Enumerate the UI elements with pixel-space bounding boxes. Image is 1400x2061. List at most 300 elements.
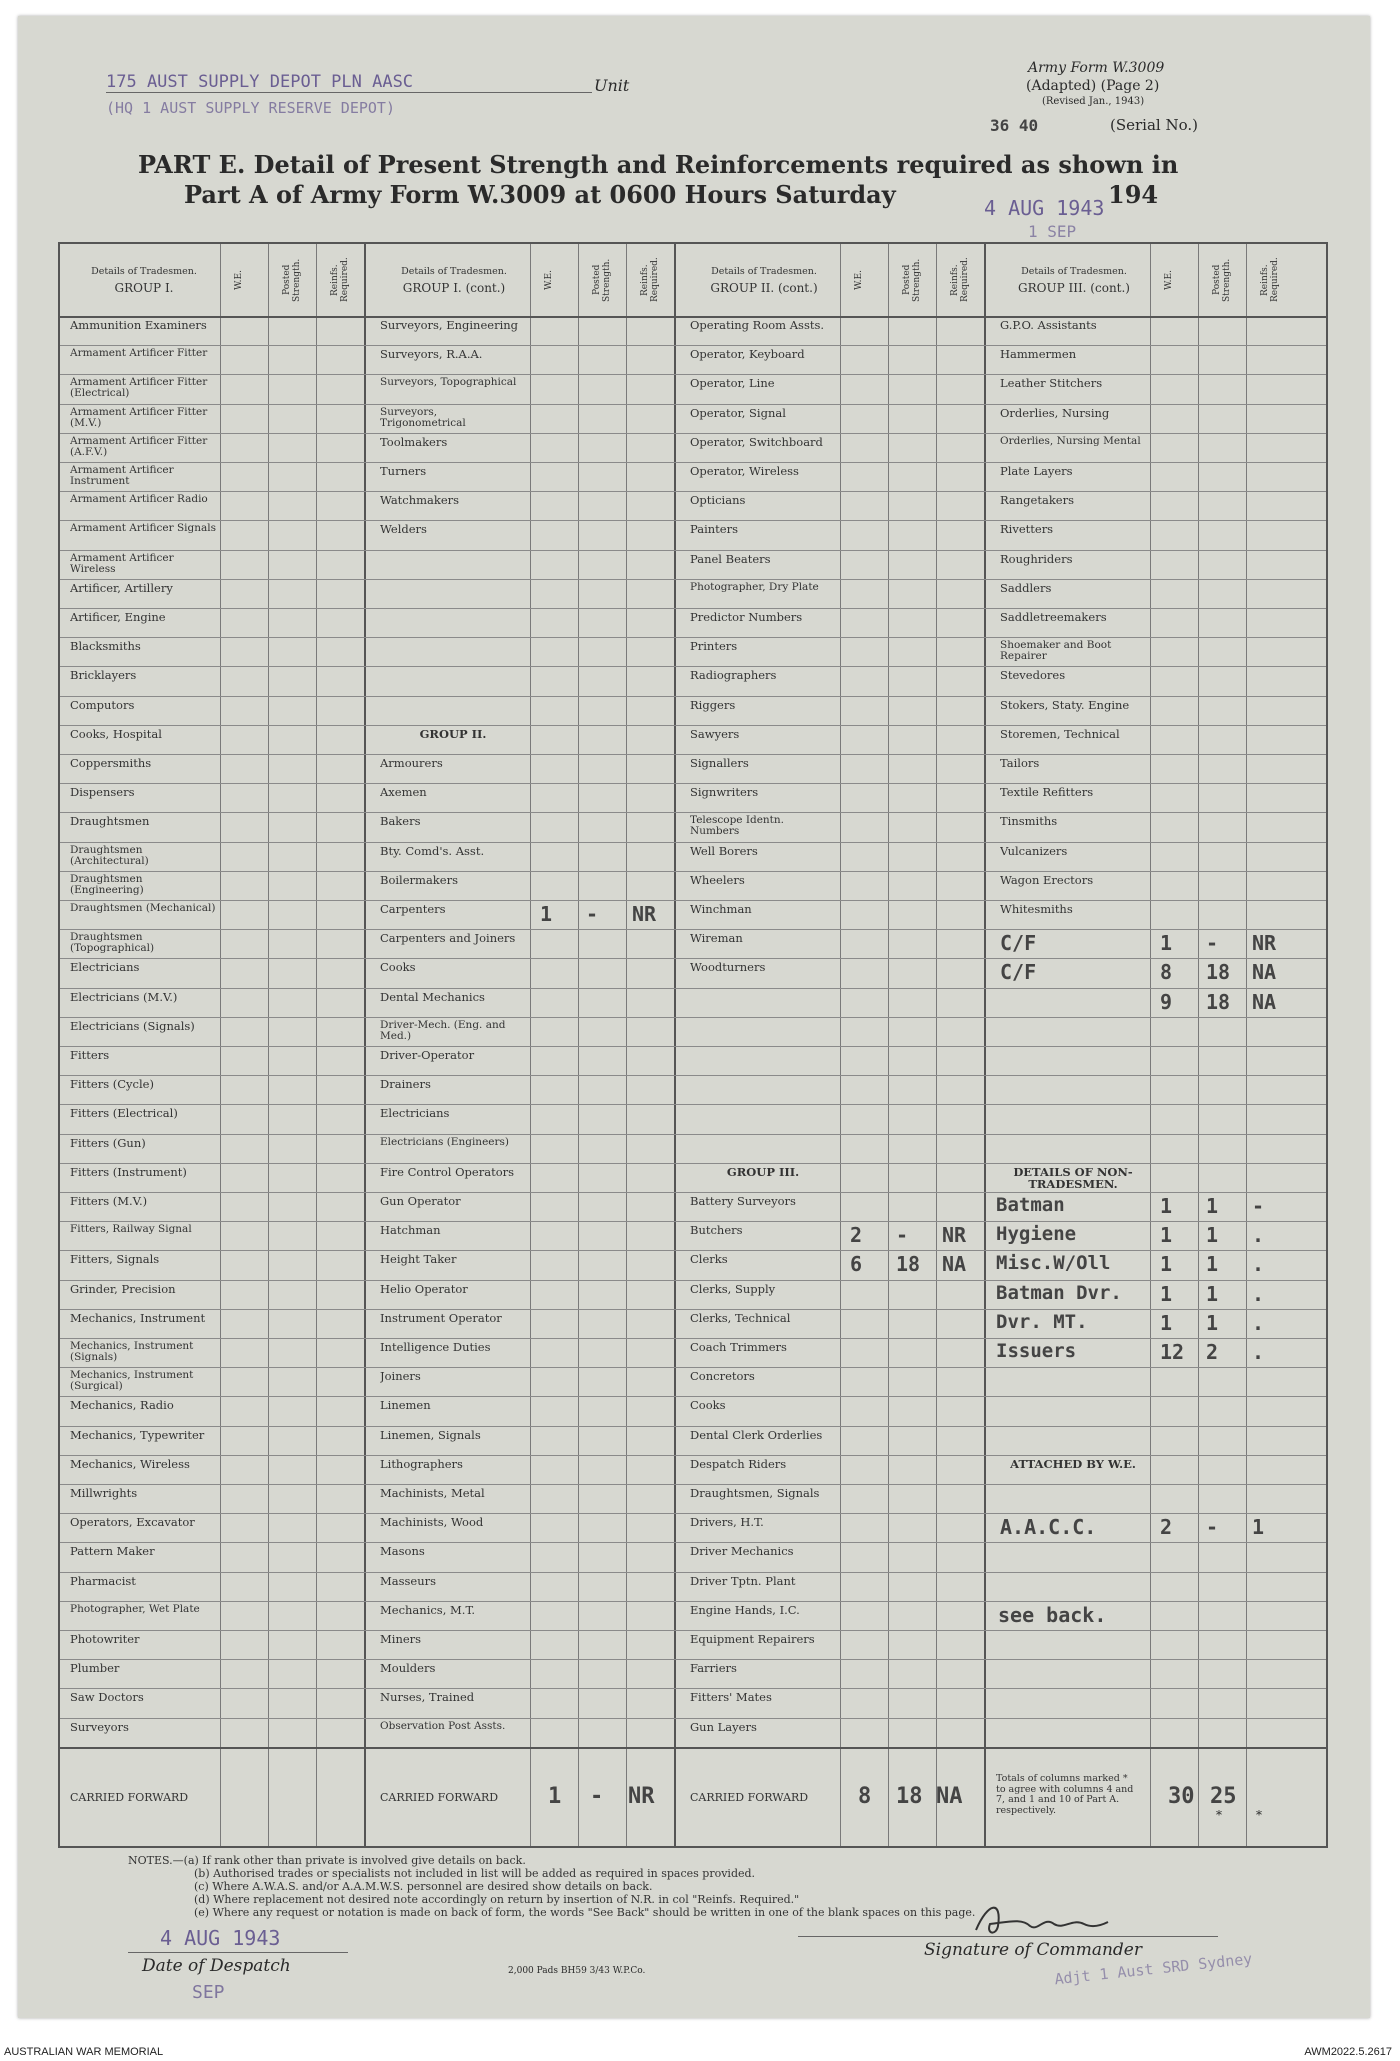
header-posted-4: Posted Strength. [1212,258,1232,302]
header-we-2: W.E. [544,270,554,290]
col-divider [578,244,579,1846]
cf-row-reinfs: NA [1252,989,1277,1014]
trade-label: Well Borers [690,844,758,858]
trade-label: Fitters (Electrical) [70,1107,178,1121]
non-tradesman-entry-posted: 1 [1206,1310,1219,1335]
sep-stamp: 1 SEP [1028,222,1077,241]
part-title-line2: Part A of Army Form W.3009 at 0600 Hours Saturday [184,180,896,209]
trade-label: Artificer, Engine [70,611,166,624]
row-rule [60,812,1326,813]
trade-label: Wheelers [690,873,745,887]
trade-label: Draughtsmen (Mechanical) [70,903,216,914]
trade-label: Linemen [380,1399,431,1413]
trade-label: Electricians (Engineers) [380,1136,509,1148]
col-divider [268,244,269,1846]
trade-label: Armament Artificer Instrument [70,465,174,487]
despatch-sep-stamp: SEP [192,1982,225,2003]
butchers-entry-reinfs: NR [942,1223,967,1248]
non-tradesman-entry-we: 1 [1160,1252,1173,1277]
trade-label: Operator, Wireless [690,465,799,478]
trade-label: Orderlies, Nursing Mental [1000,435,1141,447]
col1-group-label: GROUP I. [114,281,174,295]
row-rule [60,520,1326,521]
trade-label: Stokers, Staty. Engine [1000,698,1130,712]
trade-label: Armament Artificer Signals [70,523,216,535]
header-posted-3: Posted Strength. [902,258,922,302]
row-rule [60,1484,1326,1485]
trade-label: Pattern Maker [70,1545,155,1559]
header-posted-2: Posted Strength. [592,258,612,302]
form-revised: (Revised Jan., 1943) [1042,96,1145,107]
trade-label: Whitesmiths [1000,903,1073,916]
row-rule [60,1572,1326,1573]
trade-label: Concretors [690,1370,755,1384]
trade-label: Turners [380,465,427,478]
group-heading: DETAILS OF NON-TRADESMEN. [1013,1165,1133,1191]
col-divider [1198,244,1199,1846]
group-heading: GROUP II. [419,727,487,741]
trade-label: Mechanics, M.T. [380,1603,476,1617]
trade-label: Driver-Operator [380,1049,475,1062]
note-a: NOTES.—(a) If rank other than private is involved give details on back. [128,1854,526,1867]
non-tradesman-label: Batman Dvr. [996,1281,1122,1304]
trade-label: Wireman [690,932,743,946]
attached-label: A.A.C.C. [1000,1515,1097,1540]
trade-label: Clerks, Technical [690,1311,791,1325]
cf-row-reinfs: NA [1252,960,1277,985]
cf-row-posted: 18 [1206,989,1231,1014]
cf2-reinfs: NR [628,1784,655,1809]
row-rule [60,1426,1326,1427]
archive-id: AWM2022.5.2617 [1304,2046,1392,2058]
trade-label: Bricklayers [70,669,137,683]
clerks-entry-reinfs: NA [942,1252,967,1277]
trade-label: Operators, Excavator [70,1516,195,1530]
trade-label: Dental Mechanics [380,990,485,1004]
trade-label: Leather Stitchers [1000,377,1103,391]
col3-header [684,266,844,294]
row-rule [60,842,1326,843]
col4-group-label: GROUP III. (cont.) [1018,281,1130,295]
unit-underline [106,92,592,93]
trade-label: Telescope Identn. Numbers [690,815,785,838]
trade-label: Drivers, H.T. [690,1516,764,1530]
non-tradesman-label: Batman [996,1194,1065,1216]
header-we-4: W.E. [1164,270,1174,290]
trade-label: Surveyors, Topographical [380,377,517,389]
despatch-stamp: 4 AUG 1943 [160,1926,281,1950]
trade-label: Woodturners [690,961,766,975]
trade-label: Joiners [380,1370,421,1384]
non-tradesman-entry-we: 1 [1160,1194,1173,1218]
row-rule [60,1396,1326,1397]
trade-label: Signallers [690,757,749,770]
trade-label: Saddletreemakers [1000,611,1107,624]
form-adapted: (Adapted) (Page 2) [1026,78,1160,94]
see-back-note: see back. [998,1602,1107,1627]
year-text: 194 [1108,180,1159,209]
trade-label: Draughtsmen (Topographical) [70,932,155,955]
col-divider [316,244,317,1846]
non-tradesman-entry-posted: 1 [1206,1223,1219,1248]
trade-label: Electricians (M.V.) [70,990,178,1004]
archive-strip [0,2044,1400,2061]
trade-label: Pharmacist [70,1574,136,1588]
cf-label-3: CARRIED FORWARD [690,1792,809,1804]
trade-label: Draughtsmen (Engineering) [70,873,144,896]
row-rule [60,900,1326,901]
carried-forward-rule [60,1747,1326,1749]
trade-label: Carpenters [380,903,446,916]
butchers-entry-posted: - [896,1223,909,1248]
col-divider [1246,244,1247,1846]
trade-label: Mechanics, Typewriter [70,1428,205,1442]
trade-label: Masseurs [380,1574,437,1588]
part-title-line1: PART E. Detail of Present Strength and Reinforcements required as shown in [138,150,1179,179]
trade-label: Blacksmiths [70,640,141,654]
trade-label: Opticians [690,494,746,508]
group-heading: ATTACHED BY W.E. [1010,1457,1136,1471]
trade-label: Observation Post Assts. [380,1720,506,1732]
group-divider [364,244,366,1846]
trade-label: Surveyors [70,1720,129,1734]
header-we-1: W.E. [234,270,244,290]
trade-label: Machinists, Wood [380,1516,484,1530]
trade-label: Armament Artificer Radio [70,494,208,506]
trade-label: Armament Artificer Fitter (A.F.V.) [70,435,208,458]
header-reinfs-4: Reinfs. Required. [1260,257,1280,303]
row-rule [60,958,1326,959]
row-rule [60,1163,1326,1164]
row-rule [60,1513,1326,1514]
trade-label: Lithographers [380,1457,463,1471]
trade-label: Miners [380,1633,422,1646]
trade-label: Cooks, Hospital [70,727,162,741]
trade-label: Engine Hands, I.C. [690,1603,800,1617]
trade-label: Mechanics, Radio [70,1399,174,1413]
cf-row-we: 1 [1160,931,1173,956]
non-tradesman-entry-reinfs: . [1252,1281,1265,1306]
trade-label: Plate Layers [1000,465,1073,478]
trade-label: Clerks, Supply [690,1282,776,1296]
cf3-posted: 18 [896,1784,923,1809]
cf-row-posted: 18 [1206,960,1231,985]
row-rule [60,1659,1326,1660]
trade-label: Fire Control Operators [380,1165,515,1179]
trade-label: Photowriter [70,1633,140,1646]
header-reinfs-2: Reinfs. Required. [640,257,660,303]
trade-label: Coach Trimmers [690,1341,787,1354]
trade-label: Battery Surveyors [690,1195,796,1208]
non-tradesman-label: Hygiene [996,1223,1077,1246]
form-page [18,16,1370,2018]
col1-details-head: Details of Tradesmen. [91,266,197,277]
trade-label: Moulders [380,1662,436,1676]
trade-label: Shoemaker and Boot Repairer [1000,640,1112,663]
trade-label: Carpenters and Joiners [380,932,516,946]
note-d: (d) Where replacement not desired note accordingly on return by insertion of N.R. in col "Reinfs. Required." [194,1893,800,1906]
trade-label: Fitters (Gun) [70,1136,146,1150]
trade-label: Fitters (Instrument) [70,1165,187,1179]
strength-table [58,242,1328,1848]
trade-label: Gun Operator [380,1195,461,1208]
trade-label: Hatchman [380,1224,441,1238]
trade-label: Surveyors, Trigonometrical [380,406,466,429]
non-tradesman-label: Misc.W/Oll [996,1252,1111,1275]
trade-label: Masons [380,1545,425,1559]
archive-source: AUSTRALIAN WAR MEMORIAL [4,2046,164,2058]
trade-label: Draughtsmen (Architectural) [70,844,149,867]
non-tradesman-entry-reinfs: . [1252,1340,1265,1364]
cf3-we: 8 [858,1784,872,1809]
trade-label: Armament Artificer Fitter [70,348,208,360]
col2-header [374,266,534,294]
trade-label: Butchers [690,1224,743,1238]
col3-group-label: GROUP II. (cont.) [710,281,818,295]
non-tradesman-entry-reinfs: . [1252,1252,1265,1277]
star-mark-posted: * [1216,1808,1222,1822]
row-rule [60,1280,1326,1281]
trade-label: Fitters (M.V.) [70,1195,148,1208]
trade-label: Intelligence Duties [380,1341,491,1354]
row-rule [60,1338,1326,1339]
header-posted-1: Posted Strength. [282,258,302,302]
trade-label: Electricians [70,961,140,975]
trade-label: Draughtsmen, Signals [690,1487,820,1500]
trade-label: Bty. Comd's. Asst. [380,844,485,858]
attached-entry-reinfs: 1 [1252,1515,1265,1540]
trade-label: Equipment Repairers [690,1633,815,1646]
trade-label: Computors [70,698,135,712]
despatch-line [128,1952,348,1953]
row-rule [60,433,1326,434]
trade-label: Mechanics, Instrument [70,1311,206,1325]
row-rule [60,754,1326,755]
col-divider [840,244,841,1846]
trade-label: Tinsmiths [1000,815,1058,829]
signature-line [798,1936,1218,1937]
trade-label: Fitters' Mates [690,1691,772,1705]
trade-label: Signwriters [690,786,759,800]
trade-label: Electricians (Signals) [70,1019,195,1033]
trade-label: Textile Refitters [1000,786,1094,800]
trade-label: Operator, Switchboard [690,435,823,449]
non-tradesman-entry-we: 12 [1160,1340,1185,1364]
row-rule [60,929,1326,930]
trade-label: Surveyors, R.A.A. [380,348,483,362]
cf-label-2: CARRIED FORWARD [380,1792,499,1804]
non-tradesman-entry-we: 1 [1160,1281,1173,1306]
non-tradesman-entry-we: 1 [1160,1223,1173,1248]
trade-label: Vulcanizers [1000,844,1068,858]
row-rule [60,374,1326,375]
note-b: (b) Authorised trades or specialists not included in list will be added as required in spaces provided. [194,1867,756,1880]
trade-label: Coppersmiths [70,757,152,770]
row-rule [60,1542,1326,1543]
trade-label: Wagon Erectors [1000,873,1094,887]
trade-label: Printers [690,640,738,654]
header-rule [60,316,1326,318]
star-mark-reinfs: * [1256,1808,1262,1822]
non-tradesman-entry-posted: 1 [1206,1194,1219,1218]
cf2-we: 1 [548,1784,562,1809]
unit-stamp-line1: 175 AUST SUPPLY DEPOT PLN AASC [106,72,414,92]
trade-label: Armament Artificer Fitter (Electrical) [70,377,208,400]
row-rule [60,579,1326,580]
col-divider [626,244,627,1846]
row-rule [60,1104,1326,1105]
trade-label: Painters [690,523,738,537]
clerks-entry-posted: 18 [896,1252,921,1277]
trade-label: Operator, Signal [690,406,786,420]
trade-label: Panel Beaters [690,552,771,566]
row-rule [60,1601,1326,1602]
row-rule [60,696,1326,697]
row-rule [60,1250,1326,1251]
trade-label: Boilermakers [380,873,458,887]
col4-header [994,266,1154,294]
row-rule [60,1075,1326,1076]
trade-label: Rivetters [1000,523,1054,537]
trade-label: Photographer, Dry Plate [690,581,819,593]
trade-label: Operator, Keyboard [690,348,805,362]
row-rule [60,1192,1326,1193]
trade-label: G.P.O. Assistants [1000,319,1097,332]
trade-label: Photographer, Wet Plate [70,1603,200,1615]
trade-label: Fitters (Cycle) [70,1078,154,1092]
trade-label: Radiographers [690,669,777,683]
trade-label: Fitters [70,1049,110,1062]
cf-row-posted: - [1206,931,1219,956]
row-rule [60,1046,1326,1047]
row-rule [60,550,1326,551]
trade-label: Stevedores [1000,669,1066,683]
row-rule [60,1688,1326,1689]
trade-label: Height Taker [380,1253,457,1267]
row-rule [60,666,1326,667]
date-stamp: 4 AUG 1943 [984,196,1105,220]
trade-label: Cooks [380,961,416,975]
row-rule [60,1455,1326,1456]
trade-label: Surveyors, Engineering [380,319,519,332]
trade-label: Winchman [690,903,752,916]
trade-label: Armourers [380,757,443,770]
trade-label: Armament Artificer Fitter (M.V.) [70,406,208,429]
trade-label: Bakers [380,815,421,829]
row-rule [60,1017,1326,1018]
trade-label: Mechanics, Instrument (Signals) [70,1341,194,1363]
trade-label: Armament Artificer Wireless [70,552,174,575]
trade-label: Millwrights [70,1487,138,1500]
trade-label: Clerks [690,1253,728,1267]
row-rule [60,871,1326,872]
trade-label: Fitters, Signals [70,1253,160,1267]
col1-header [64,266,224,294]
attached-entry-we: 2 [1160,1515,1173,1540]
non-tradesman-entry-reinfs: - [1252,1194,1265,1218]
non-tradesman-entry-reinfs: . [1252,1310,1265,1335]
row-rule [60,988,1326,989]
non-tradesman-entry-posted: 1 [1206,1252,1219,1277]
row-rule [60,1309,1326,1310]
printer-info: 2,000 Pads BH59 3/43 W.P.Co. [508,1966,646,1976]
row-rule [60,491,1326,492]
trade-label: Orderlies, Nursing [1000,406,1110,420]
butchers-entry-we: 2 [850,1223,863,1248]
row-rule [60,608,1326,609]
totals-note: Totals of columns marked * to agree with columns 4 and 7, and 1 and 10 of Part A. respectively. [996,1774,1134,1816]
row-rule [60,1221,1326,1222]
col4-details-head: Details of Tradesmen. [1021,266,1127,277]
row-rule [60,1718,1326,1719]
trade-label: Drainers [380,1078,431,1092]
row-rule [60,637,1326,638]
trade-label: Roughriders [1000,552,1073,566]
total-posted: 25 [1210,1784,1237,1809]
trade-label: Hammermen [1000,348,1077,362]
row-rule [60,725,1326,726]
trade-label: Riggers [690,698,736,712]
bottom-stamp: Adjt 1 Aust SRD Sydney [1053,1949,1254,1989]
row-rule [60,1630,1326,1631]
row-rule [60,1134,1326,1135]
trade-label: Welders [380,523,427,537]
trade-label: Mechanics, Instrument (Surgical) [70,1370,194,1393]
col2-details-head: Details of Tradesmen. [401,266,507,277]
unit-label: Unit [594,76,630,95]
cf2-posted: - [590,1784,604,1809]
col-divider [1150,244,1151,1846]
signature-label: Signature of Commander [924,1940,1142,1960]
cf-row-we: 9 [1160,989,1173,1014]
trade-label: Dental Clerk Orderlies [690,1428,823,1442]
trade-label: Sawyers [690,727,740,741]
cf-row-label: C/F [1000,931,1037,956]
cf-row-label: C/F [1000,960,1037,985]
trade-label: Toolmakers [380,435,448,449]
trade-label: Driver-Mech. (Eng. and Med.) [380,1019,506,1042]
group-divider [984,244,986,1846]
trade-label: Mechanics, Wireless [70,1457,190,1471]
trade-label: Watchmakers [380,494,460,508]
group-divider [674,244,676,1846]
trade-label: Cooks [690,1399,726,1413]
attached-entry-posted: - [1206,1515,1219,1540]
non-tradesman-label: Issuers [996,1340,1077,1362]
trade-label: Farriers [690,1662,737,1676]
trade-label: Saddlers [1000,581,1052,595]
note-e: (e) Where any request or notation is made on back of form, the words "See Back" should be written in one of the blank spaces on this page. [194,1906,976,1919]
carpenters-entry-we: 1 [540,902,553,926]
cf-row-reinfs: NR [1252,931,1277,956]
row-rule [60,345,1326,346]
col3-details-head: Details of Tradesmen. [711,266,817,277]
clerks-entry-we: 6 [850,1252,863,1277]
trade-label: Fitters, Railway Signal [70,1224,192,1236]
trade-label: Operating Room Assts. [690,319,825,332]
serial-value: 36 40 [990,116,1039,135]
trade-label: Linemen, Signals [380,1428,481,1442]
commander-signature [968,1896,1118,1940]
row-rule [60,462,1326,463]
trade-label: Gun Layers [690,1720,757,1734]
trade-label: Saw Doctors [70,1691,144,1705]
row-rule [60,404,1326,405]
trade-label: Instrument Operator [380,1311,502,1325]
cf3-reinfs: NA [936,1784,963,1809]
despatch-label: Date of Despatch [142,1956,291,1976]
trade-label: Artificer, Artillery [70,581,173,595]
